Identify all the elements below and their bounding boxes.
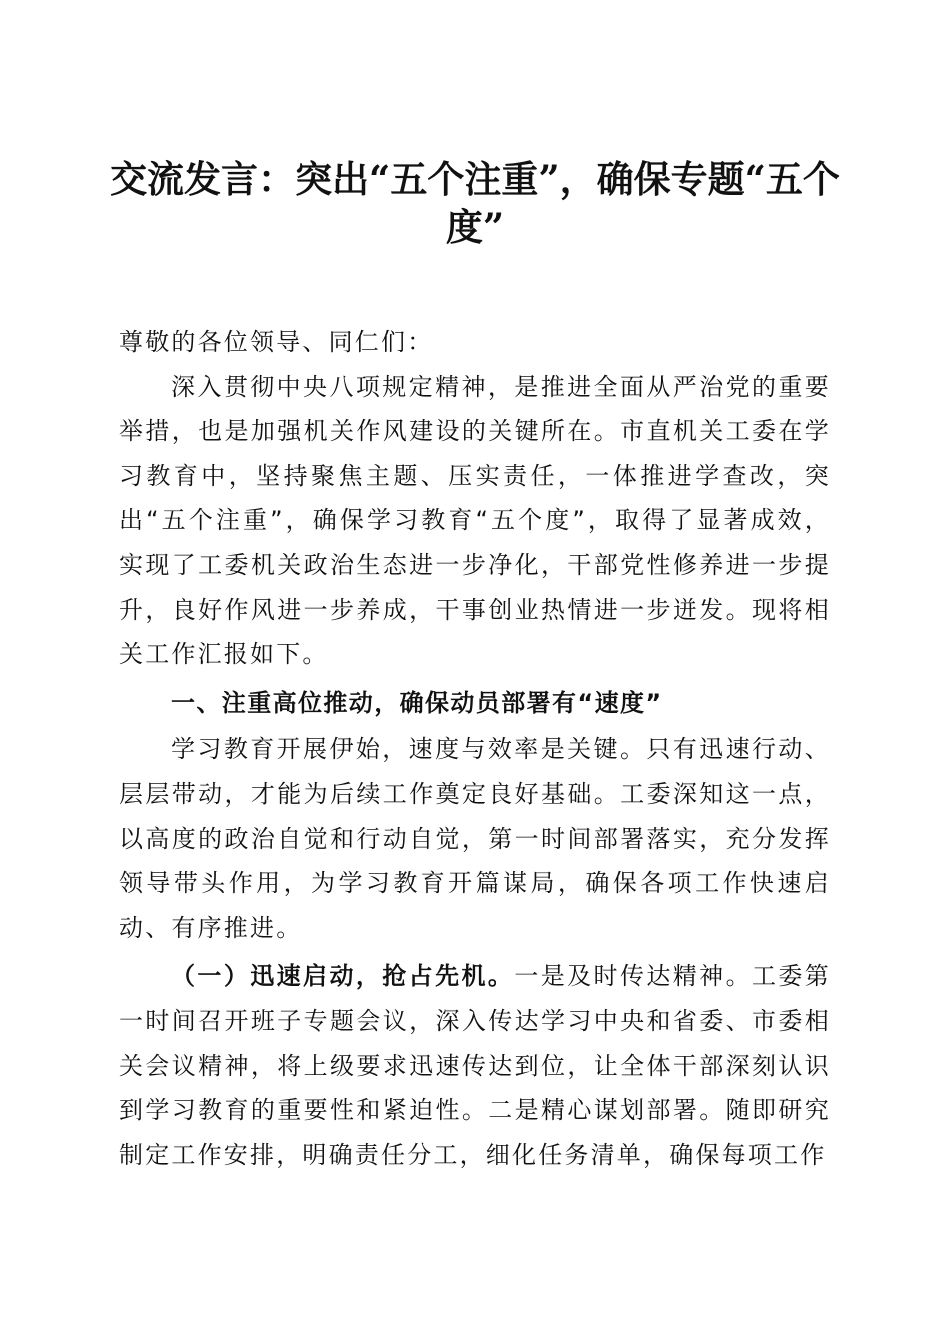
subsection-paragraph [119, 954, 831, 1177]
document-title: 交流发言：突出“五个注重”，确保专题“五个度” [110, 157, 840, 249]
salutation: 尊敬的各位领导、同仁们： [119, 328, 434, 356]
section-paragraph: 学习教育开展伊始，速度与效率是关键。只有迅速行动、层层带动，才能为后续工作奠定良好基础。工委深知这一点，以高度的政治自觉和行动自觉，第一时间部署落实，充分发挥领导带头作用，为学习教育开篇谋局，确保各项工作快速启动、有序推进。 [119, 735, 831, 942]
document-body [119, 320, 831, 1177]
section-heading: 一、注重高位推动，确保动员部署有“速度” [171, 688, 663, 717]
subsection-heading: （一）迅速启动，抢占先机。 [171, 962, 515, 991]
intro-paragraph: 深入贯彻中央八项规定精神，是推进全面从严治党的重要举措，也是加强机关作风建设的关键所在。市直机关工委在学习教育中，坚持聚焦主题、压实责任，一体推进学查改，突出“五个注重”，确保学习教育“五个度”，取得了显著成效，实现了工委机关政治生态进一步净化，干部党性修养进一步提升，良好作风进一步养成，干事创业热情进一步迸发。现将相关工作汇报如下。 [119, 372, 831, 669]
subsection-body: 一是及时传达精神。工委第一时间召开班子专题会议，深入传达学习中央和省委、市委相关会议精神，将上级要求迅速传达到位，让全体干部深刻认识到学习教育的重要性和紧迫性。二是精心谋划部署。随即研究制定工作安排，明确责任分工，细化任务清单，确保每项工作 [119, 962, 831, 1169]
